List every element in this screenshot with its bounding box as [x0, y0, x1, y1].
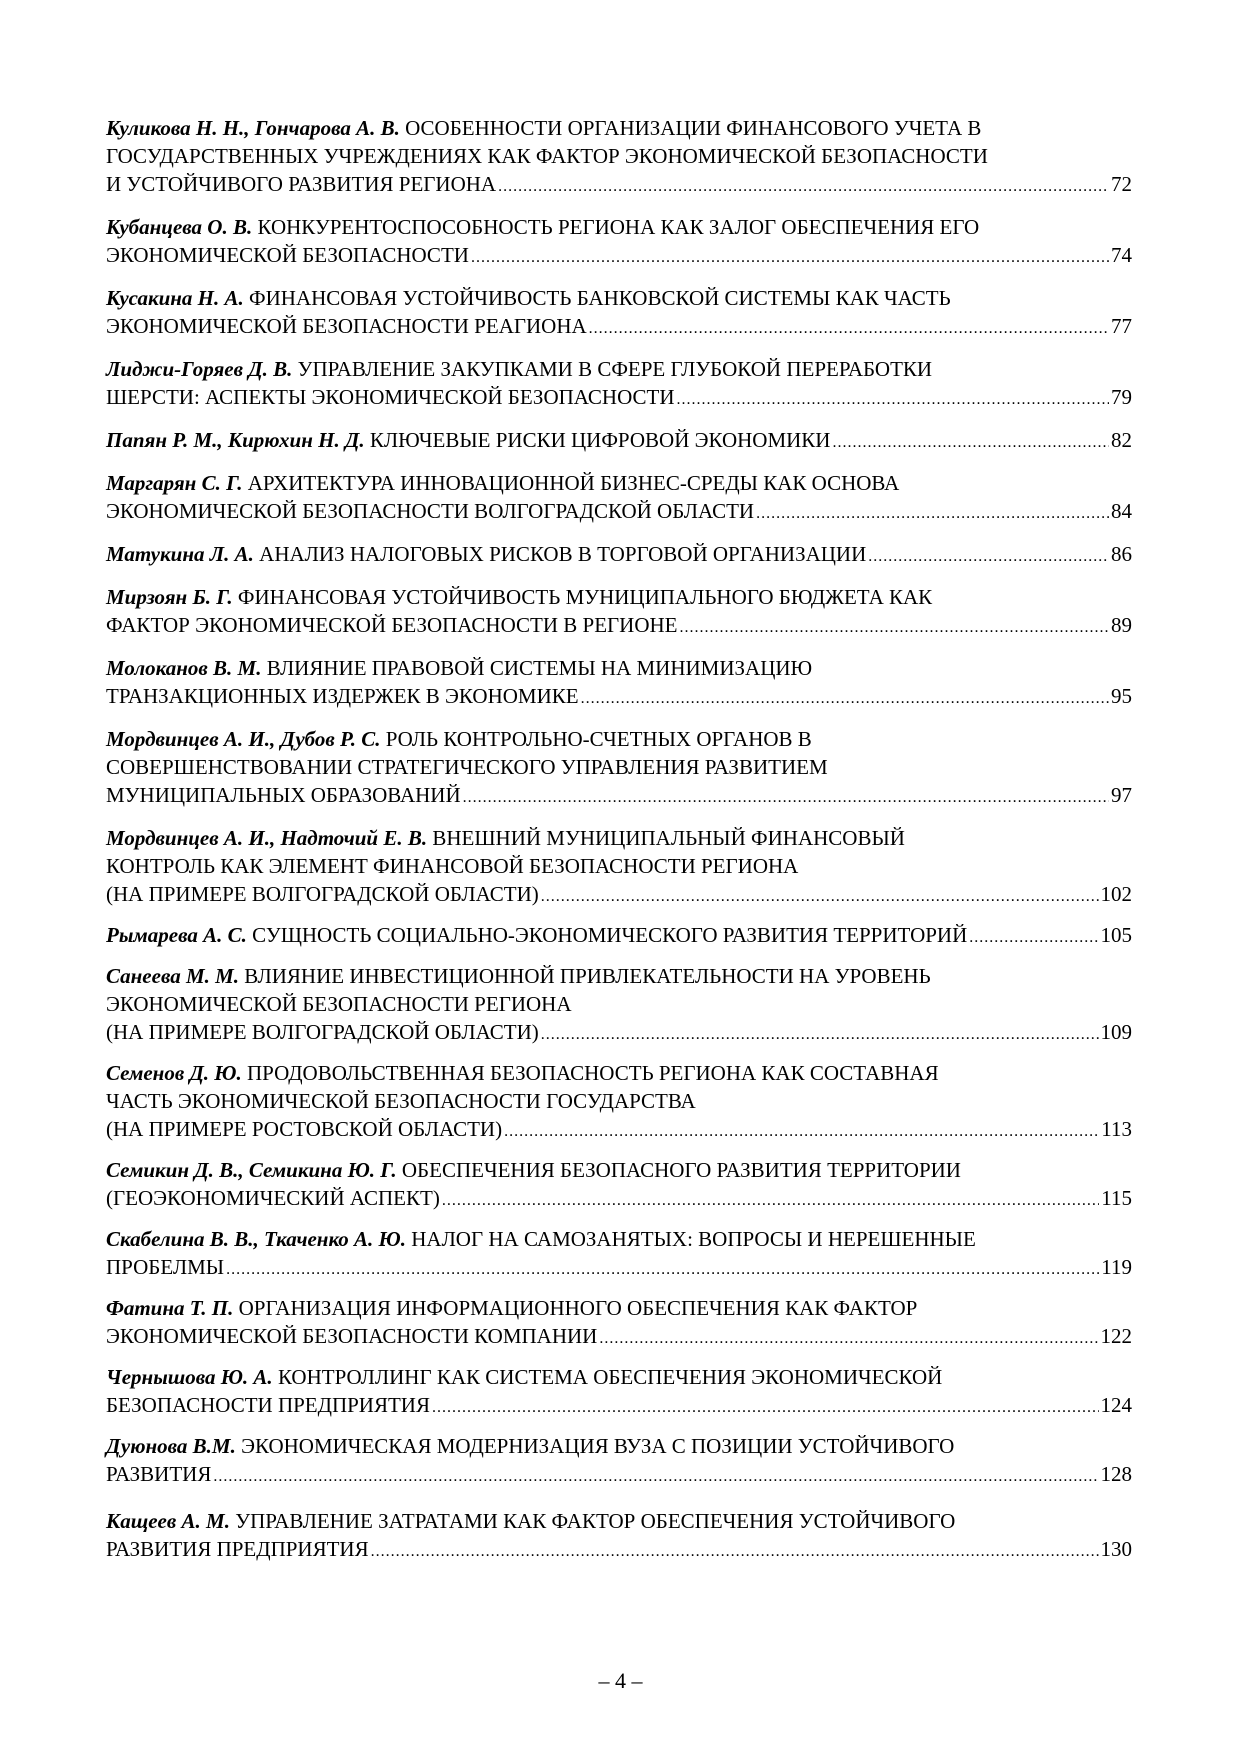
toc-entry-line: [106, 682, 1132, 713]
toc-entry-title-line: УПРАВЛЕНИЕ ЗАТРАТАМИ КАК ФАКТОР ОБЕСПЕЧЕНИЯ УСТОЙЧИВОГО: [235, 1509, 956, 1533]
dot-leader: [677, 386, 1110, 414]
dot-leader: [371, 1538, 1099, 1566]
toc-entry-line: [106, 142, 1132, 170]
toc-entry-title-line: АНАЛИЗ НАЛОГОВЫХ РИСКОВ В ТОРГОВОЙ ОРГАНИЗАЦИИ: [259, 542, 867, 566]
toc-entry-line: [106, 1156, 1132, 1184]
toc-entry[interactable]: [106, 114, 1132, 201]
toc-entry-title-line: ЭКОНОМИЧЕСКОЙ БЕЗОПАСНОСТИ РЕАГИОНА: [106, 314, 587, 338]
dot-leader: [226, 1256, 1099, 1284]
toc-entry-author: Молоканов В. М.: [106, 656, 262, 680]
toc-entry-line: [106, 540, 1132, 571]
toc-entry-title-line: ОБЕСПЕЧЕНИЯ БЕЗОПАСНОГО РАЗВИТИЯ ТЕРРИТОРИИ: [401, 1158, 961, 1182]
dot-leader: [756, 500, 1109, 528]
toc-entry-title-line: БЕЗОПАСНОСТИ ПРЕДПРИЯТИЯ: [106, 1393, 430, 1417]
toc-entry-page: 84: [1111, 499, 1132, 523]
toc-entry-line: [106, 725, 1132, 753]
toc-entry-title-line: (НА ПРИМЕРЕ РОСТОВСКОЙ ОБЛАСТИ): [106, 1117, 503, 1141]
toc-entry[interactable]: [106, 284, 1132, 343]
dot-leader: [969, 924, 1098, 952]
toc-entry-title-line: ПРОДОВОЛЬСТВЕННАЯ БЕЗОПАСНОСТЬ РЕГИОНА КАК СОСТАВНАЯ: [246, 1061, 939, 1085]
dot-leader: [504, 1118, 1099, 1146]
toc-entry-line: [106, 611, 1132, 642]
toc-entry-line: [106, 1253, 1132, 1284]
dot-leader: [213, 1463, 1098, 1491]
toc-entry-title-line: КОНТРОЛЬ КАК ЭЛЕМЕНТ ФИНАНСОВОЙ БЕЗОПАСНОСТИ РЕГИОНА: [106, 854, 799, 878]
toc-entry-page: 82: [1111, 428, 1132, 452]
toc-entry-title-line: ВЛИЯНИЕ ПРАВОВОЙ СИСТЕМЫ НА МИНИМИЗАЦИЮ: [266, 656, 813, 680]
toc-entry-title-line: ЭКОНОМИЧЕСКОЙ БЕЗОПАСНОСТИ РЕГИОНА: [106, 992, 572, 1016]
toc-entry-author: Мордвинцев А. И., Дубов Р. С.: [106, 727, 381, 751]
dot-leader: [541, 1021, 1099, 1049]
toc-entry-author: Скабелина В. В., Ткаченко А. Ю.: [106, 1227, 406, 1251]
toc-entry-page: 89: [1111, 613, 1132, 637]
toc-entry-title-line: ФИНАНСОВАЯ УСТОЙЧИВОСТЬ МУНИЦИПАЛЬНОГО БЮДЖЕТА КАК: [237, 585, 933, 609]
dot-leader: [541, 883, 1099, 911]
toc-entry-page: 77: [1111, 314, 1132, 338]
toc-entry[interactable]: [106, 1363, 1132, 1422]
toc-entry-page: 122: [1100, 1324, 1132, 1348]
toc-entry-page: 124: [1100, 1393, 1132, 1417]
toc-entry-title-line: ГОСУДАРСТВЕННЫХ УЧРЕЖДЕНИЯХ КАК ФАКТОР ЭКОНОМИЧЕСКОЙ БЕЗОПАСНОСТИ: [106, 144, 988, 168]
toc-entry-author: Семенов Д. Ю.: [106, 1061, 242, 1085]
toc-entry[interactable]: [106, 921, 1132, 952]
toc-entry[interactable]: [106, 213, 1132, 272]
toc-entry-author: Рымарева А. С.: [106, 923, 247, 947]
toc-entry-line: [106, 1225, 1132, 1253]
toc-entry[interactable]: [106, 426, 1132, 457]
toc-entry-line: [106, 1507, 1132, 1535]
toc-entry-line: [106, 990, 1132, 1018]
toc-entry-title-line: ФИНАНСОВАЯ УСТОЙЧИВОСТЬ БАНКОВСКОЙ СИСТЕМЫ КАК ЧАСТЬ: [249, 286, 951, 310]
toc-entry-title-line: ОРГАНИЗАЦИЯ ИНФОРМАЦИОННОГО ОБЕСПЕЧЕНИЯ КАК ФАКТОР: [238, 1296, 918, 1320]
toc-entry-line: [106, 241, 1132, 272]
toc-entry-title-line: ЭКОНОМИЧЕСКОЙ БЕЗОПАСНОСТИ: [106, 243, 469, 267]
toc-entry[interactable]: [106, 1059, 1132, 1146]
toc-entry-line: [106, 583, 1132, 611]
toc-entry[interactable]: [106, 583, 1132, 642]
toc-entry-title-line: НАЛОГ НА САМОЗАНЯТЫХ: ВОПРОСЫ И НЕРЕШЕННЫЕ: [411, 1227, 976, 1251]
toc-entry-author: Кусакина Н. А.: [106, 286, 244, 310]
toc-entry-page: 119: [1101, 1255, 1132, 1279]
toc-entry[interactable]: [106, 1507, 1132, 1566]
toc-entry-line: [106, 852, 1132, 880]
toc-entry-title-line: РОЛЬ КОНТРОЛЬНО-СЧЕТНЫХ ОРГАНОВ В: [385, 727, 812, 751]
toc-entry[interactable]: [106, 1156, 1132, 1215]
toc-entry-line: [106, 1115, 1132, 1146]
toc-entry-title-line: СУЩНОСТЬ СОЦИАЛЬНО-ЭКОНОМИЧЕСКОГО РАЗВИТИЯ ТЕРРИТОРИЙ: [252, 923, 968, 947]
toc-entry-author: Чернышова Ю. А.: [106, 1365, 273, 1389]
toc-entry-page: 113: [1101, 1117, 1132, 1141]
toc-entry-line: [106, 654, 1132, 682]
toc-entry-title-line: МУНИЦИПАЛЬНЫХ ОБРАЗОВАНИЙ: [106, 783, 461, 807]
toc-entry[interactable]: [106, 1225, 1132, 1284]
toc-entry-title-line: КЛЮЧЕВЫЕ РИСКИ ЦИФРОВОЙ ЭКОНОМИКИ: [369, 428, 831, 452]
toc-entry-line: [106, 1294, 1132, 1322]
toc-entry-title-line: УПРАВЛЕНИЕ ЗАКУПКАМИ В СФЕРЕ ГЛУБОКОЙ ПЕРЕРАБОТКИ: [297, 357, 933, 381]
dot-leader: [581, 685, 1109, 713]
toc-entry-line: [106, 284, 1132, 312]
toc-entry-title-line: РАЗВИТИЯ ПРЕДПРИЯТИЯ: [106, 1537, 369, 1561]
toc-entry-line: [106, 497, 1132, 528]
toc-entry-page: 105: [1100, 923, 1132, 947]
toc-entry-line: [106, 426, 1132, 457]
toc-entry[interactable]: [106, 540, 1132, 571]
toc-entry-line: [106, 383, 1132, 414]
toc-entry-title-line: (НА ПРИМЕРЕ ВОЛГОГРАДСКОЙ ОБЛАСТИ): [106, 1020, 539, 1044]
toc-entry[interactable]: [106, 469, 1132, 528]
toc-entry-line: [106, 1322, 1132, 1353]
toc-entry-line: [106, 1018, 1132, 1049]
toc-entry-title-line: КОНКУРЕНТОСПОСОБНОСТЬ РЕГИОНА КАК ЗАЛОГ ОБЕСПЕЧЕНИЯ ЕГО: [257, 215, 980, 239]
dot-leader: [463, 784, 1109, 812]
toc-entry-author: Мордвинцев А. И., Надточий Е. В.: [106, 826, 428, 850]
toc-entry-line: [106, 1391, 1132, 1422]
toc-entry-page: 115: [1101, 1186, 1132, 1210]
dot-leader: [868, 543, 1109, 571]
toc-entry-title-line: СОВЕРШЕНСТВОВАНИИ СТРАТЕГИЧЕСКОГО УПРАВЛЕНИЯ РАЗВИТИЕМ: [106, 755, 828, 779]
toc-entry-page: 72: [1111, 172, 1132, 196]
toc-entry-title-line: ТРАНЗАКЦИОННЫХ ИЗДЕРЖЕК В ЭКОНОМИКЕ: [106, 684, 579, 708]
toc-entry-line: [106, 312, 1132, 343]
toc-entry-line: [106, 1087, 1132, 1115]
toc-entry-page: 95: [1111, 684, 1132, 708]
toc-entry-title-line: (НА ПРИМЕРЕ ВОЛГОГРАДСКОЙ ОБЛАСТИ): [106, 882, 539, 906]
toc-entry-line: [106, 1460, 1132, 1491]
toc-entry-author: Мирзоян Б. Г.: [106, 585, 233, 609]
toc-entry-page: 79: [1111, 385, 1132, 409]
toc-entry-title-line: ЧАСТЬ ЭКОНОМИЧЕСКОЙ БЕЗОПАСНОСТИ ГОСУДАРСТВА: [106, 1089, 696, 1113]
dot-leader: [471, 244, 1109, 272]
toc-entry-page: 102: [1100, 882, 1132, 906]
dot-leader: [589, 315, 1109, 343]
toc-entry-line: [106, 213, 1132, 241]
toc-entry-author: Кубанцева О. В.: [106, 215, 253, 239]
toc-entry-author: Семикин Д. В., Семикина Ю. Г.: [106, 1158, 397, 1182]
toc-entry[interactable]: [106, 654, 1132, 713]
dot-leader: [432, 1394, 1099, 1422]
toc-entry-line: [106, 1184, 1132, 1215]
toc-entry-line: [106, 469, 1132, 497]
toc-entry-author: Куликова Н. Н., Гончарова А. В.: [106, 116, 400, 140]
toc-entry[interactable]: [106, 824, 1132, 911]
toc-entry-author: Папян Р. М., Кирюхин Н. Д.: [106, 428, 365, 452]
toc-entry-line: [106, 1535, 1132, 1566]
toc-entry-line: [106, 1363, 1132, 1391]
toc-entry-line: [106, 170, 1132, 201]
toc-entry-title-line: КОНТРОЛЛИНГ КАК СИСТЕМА ОБЕСПЕЧЕНИЯ ЭКОНОМИЧЕСКОЙ: [277, 1365, 943, 1389]
toc-entry-page: 86: [1111, 542, 1132, 566]
toc-entry-title-line: (ГЕОЭКОНОМИЧЕСКИЙ АСПЕКТ): [106, 1186, 440, 1210]
toc-entry-line: [106, 921, 1132, 952]
toc-entry-line: [106, 1432, 1132, 1460]
toc-entry-author: Лиджи-Горяев Д. В.: [106, 357, 293, 381]
toc-entry-title-line: ЭКОНОМИЧЕСКАЯ МОДЕРНИЗАЦИЯ ВУЗА С ПОЗИЦИИ УСТОЙЧИВОГО: [241, 1434, 955, 1458]
toc-entry-title-line: ЭКОНОМИЧЕСКОЙ БЕЗОПАСНОСТИ ВОЛГОГРАДСКОЙ ОБЛАСТИ: [106, 499, 755, 523]
toc-entry[interactable]: [106, 1294, 1132, 1353]
toc-entry-title-line: ВНЕШНИЙ МУНИЦИПАЛЬНЫЙ ФИНАНСОВЫЙ: [432, 826, 905, 850]
toc-entry-title-line: РАЗВИТИЯ: [106, 1462, 212, 1486]
toc-entry-author: Кащеев А. М.: [106, 1509, 230, 1533]
dot-leader: [442, 1187, 1099, 1215]
toc-entry-line: [106, 880, 1132, 911]
toc-entry[interactable]: [106, 1432, 1132, 1491]
toc-entry-title-line: АРХИТЕКТУРА ИННОВАЦИОННОЙ БИЗНЕС-СРЕДЫ КАК ОСНОВА: [247, 471, 900, 495]
toc-entry-title-line: ФАКТОР ЭКОНОМИЧЕСКОЙ БЕЗОПАСНОСТИ В РЕГИОНЕ: [106, 613, 678, 637]
toc-entry-page: 130: [1100, 1537, 1132, 1561]
toc-entry-title-line: ЭКОНОМИЧЕСКОЙ БЕЗОПАСНОСТИ КОМПАНИИ: [106, 1324, 598, 1348]
toc-entry-author: Дуюнова В.М.: [106, 1434, 236, 1458]
page-number: – 4 –: [598, 1668, 643, 1693]
toc-entry-title-line: ШЕРСТИ: АСПЕКТЫ ЭКОНОМИЧЕСКОЙ БЕЗОПАСНОСТИ: [106, 385, 675, 409]
dot-leader: [680, 614, 1109, 642]
toc-entry-page: 97: [1111, 783, 1132, 807]
toc-entry-title-line: ОСОБЕННОСТИ ОРГАНИЗАЦИИ ФИНАНСОВОГО УЧЕТА В: [405, 116, 982, 140]
toc-entry[interactable]: [106, 355, 1132, 414]
toc-entry-page: 74: [1111, 243, 1132, 267]
toc-entry-line: [106, 355, 1132, 383]
toc-entry[interactable]: [106, 962, 1132, 1049]
toc-entry-author: Матукина Л. А.: [106, 542, 254, 566]
toc-entry-line: [106, 1059, 1132, 1087]
toc-entry-page: 109: [1100, 1020, 1132, 1044]
toc-entry-title-line: ПРОБЕЛМЫ: [106, 1255, 225, 1279]
toc-entry-title-line: И УСТОЙЧИВОГО РАЗВИТИЯ РЕГИОНА: [106, 172, 497, 196]
toc-entry-title-line: ВЛИЯНИЕ ИНВЕСТИЦИОННОЙ ПРИВЛЕКАТЕЛЬНОСТИ НА УРОВЕНЬ: [244, 964, 931, 988]
dot-leader: [599, 1325, 1098, 1353]
toc-entry-author: Санеева М. М.: [106, 964, 240, 988]
toc-entry[interactable]: [106, 725, 1132, 812]
toc-entry-author: Фатина Т. П.: [106, 1296, 234, 1320]
toc-entry-line: [106, 753, 1132, 781]
toc-entry-line: [106, 114, 1132, 142]
table-of-contents: [106, 114, 1132, 1566]
toc-entry-line: [106, 962, 1132, 990]
toc-entry-line: [106, 824, 1132, 852]
dot-leader: [832, 429, 1109, 457]
dot-leader: [498, 173, 1109, 201]
toc-entry-line: [106, 781, 1132, 812]
toc-entry-page: 128: [1100, 1462, 1132, 1486]
toc-entry-author: Маргарян С. Г.: [106, 471, 243, 495]
